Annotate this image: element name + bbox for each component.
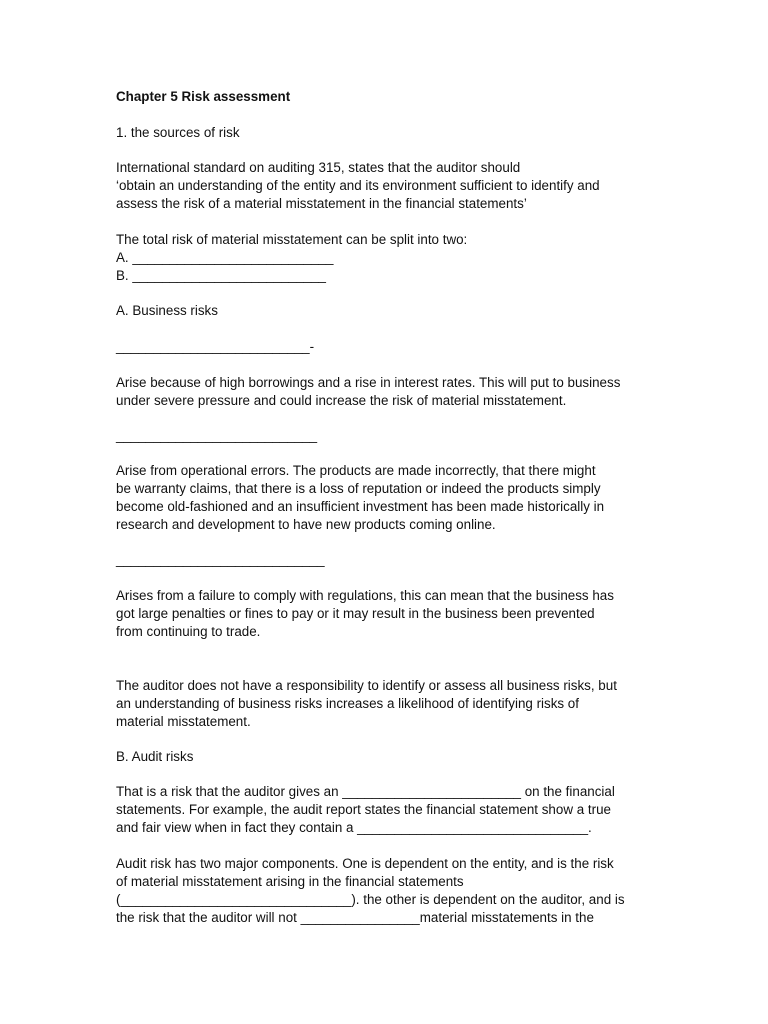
auditor-responsibility-line: material misstatement. bbox=[116, 714, 251, 729]
blank-line: ___________________________ bbox=[116, 428, 318, 443]
operational-risk-line: be warranty claims, that there is a loss of reputation or indeed the products simply bbox=[116, 481, 601, 496]
compliance-risk-line: got large penalties or fines to pay or it may result in the business been prevented bbox=[116, 606, 595, 621]
audit-risk-components-line: the risk that the auditor will not ________________material misstatements in the bbox=[116, 910, 594, 925]
compliance-risk-line: Arises from a failure to comply with regulations, this can mean that the business has bbox=[116, 588, 614, 603]
audit-risk-components-line: (_______________________________). the other is dependent on the auditor, and is bbox=[116, 892, 625, 907]
compliance-risk-line: from continuing to trade. bbox=[116, 624, 261, 639]
audit-risk-components-line: of material misstatement arising in the financial statements bbox=[116, 874, 464, 889]
blank-line: __________________________- bbox=[116, 339, 315, 354]
audit-risk-definition-line: statements. For example, the audit report states the financial statement show a true bbox=[116, 802, 611, 817]
business-risks-heading: A. Business risks bbox=[116, 303, 218, 318]
split-item-b: B. __________________________ bbox=[116, 268, 327, 283]
audit-risk-definition-line: That is a risk that the auditor gives an ________________________ on the financial bbox=[116, 784, 615, 799]
isa-intro-line: ‘obtain an understanding of the entity and its environment sufficient to identify and bbox=[116, 178, 600, 193]
audit-risks-heading: B. Audit risks bbox=[116, 749, 194, 764]
split-item-a: A. ___________________________ bbox=[116, 250, 334, 265]
split-intro: The total risk of material misstatement can be split into two: bbox=[116, 232, 468, 247]
operational-risk-line: become old-fashioned and an insufficient investment has been made historically in bbox=[116, 499, 605, 514]
operational-risk-line: research and development to have new products coming online. bbox=[116, 517, 496, 532]
auditor-responsibility-line: The auditor does not have a responsibility to identify or assess all business risks, but bbox=[116, 678, 617, 693]
isa-intro-line: International standard on auditing 315, states that the auditor should bbox=[116, 160, 521, 175]
audit-risk-definition-line: and fair view when in fact they contain a _______________________________. bbox=[116, 820, 592, 835]
audit-risk-components-line: Audit risk has two major components. One is dependent on the entity, and is the risk bbox=[116, 856, 614, 871]
auditor-responsibility-line: an understanding of business risks increases a likelihood of identifying risks of bbox=[116, 696, 579, 711]
operational-risk-line: Arise from operational errors. The products are made incorrectly, that there might bbox=[116, 463, 596, 478]
blank-line: ____________________________ bbox=[116, 552, 325, 567]
isa-intro-line: assess the risk of a material misstatement in the financial statements’ bbox=[116, 196, 527, 211]
section-heading-sources-of-risk: 1. the sources of risk bbox=[116, 125, 240, 140]
chapter-title: Chapter 5 Risk assessment bbox=[116, 89, 291, 104]
financial-risk-line: Arise because of high borrowings and a rise in interest rates. This will put to business bbox=[116, 375, 621, 390]
financial-risk-line: under severe pressure and could increase the risk of material misstatement. bbox=[116, 393, 567, 408]
